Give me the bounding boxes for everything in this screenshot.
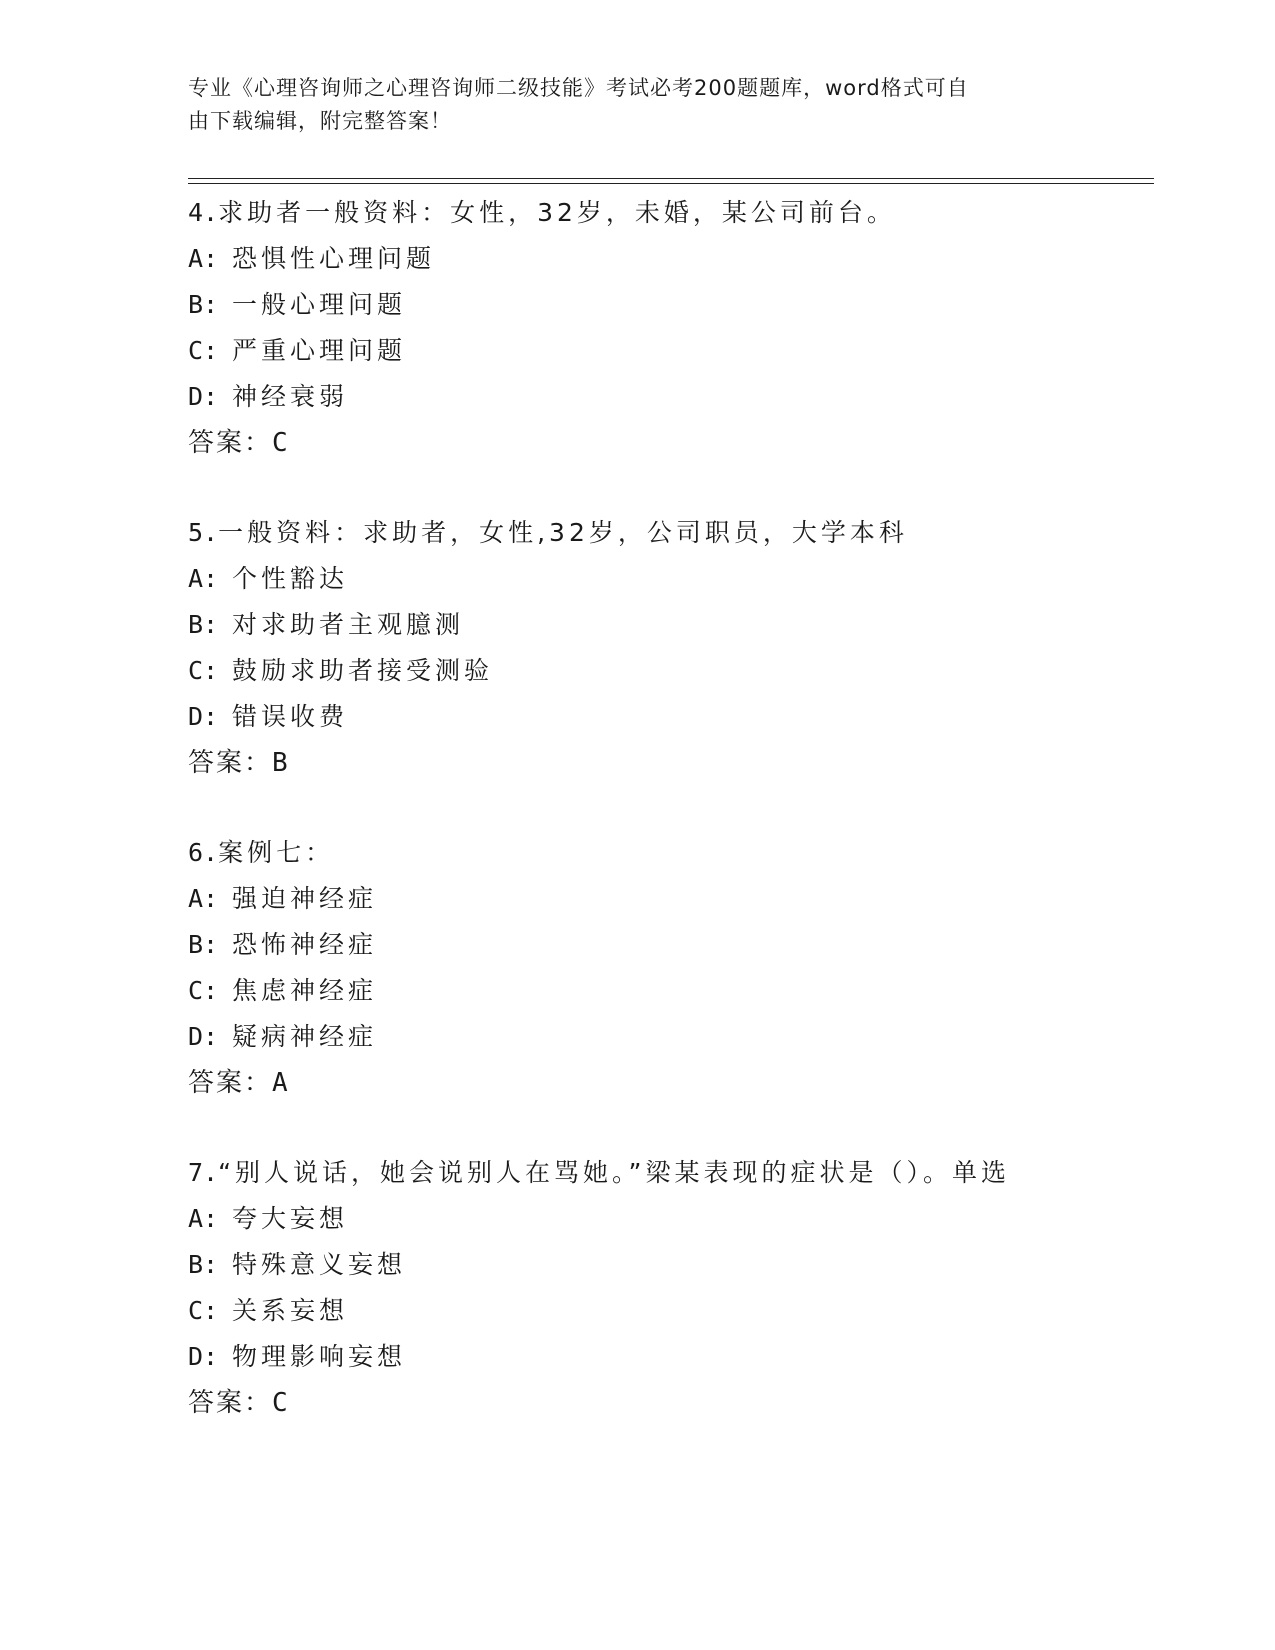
option-text: 恐怖神经症 (232, 930, 378, 959)
option-label: D: (188, 1342, 219, 1371)
answer-value: B (272, 748, 288, 778)
option-text: 鼓励求助者接受测验 (232, 656, 494, 685)
answer-line (188, 740, 1168, 786)
question-number: 6. (188, 838, 219, 867)
option-b (188, 602, 1168, 648)
option-c (188, 328, 1168, 374)
answer-line (188, 1060, 1168, 1106)
option-text: 物理影响妄想 (232, 1342, 407, 1371)
document-header (188, 72, 1068, 138)
option-label: B: (188, 290, 219, 319)
option-text: 夸大妄想 (232, 1204, 349, 1233)
option-text: 严重心理问题 (232, 336, 407, 365)
answer-prefix: 答案： (188, 428, 273, 458)
option-label: B: (188, 930, 219, 959)
header-line-2: 由下载编辑，附完整答案！ (188, 109, 452, 133)
option-label: B: (188, 1250, 219, 1279)
answer-prefix: 答案： (188, 1388, 273, 1418)
option-text: 恐惧性心理问题 (232, 244, 436, 273)
answer-value: C (272, 428, 288, 458)
option-a (188, 876, 1168, 922)
answer-value: A (272, 1068, 288, 1098)
option-c (188, 648, 1168, 694)
option-text: 神经衰弱 (232, 382, 349, 411)
question-stem (188, 1150, 1168, 1196)
question-text: “别人说话，她会说别人在骂她。”梁某表现的症状是（）。单选 (218, 1158, 1011, 1187)
question-stem (188, 190, 1168, 236)
question-text: 一般资料：求助者，女性,32岁，公司职员，大学本科 (218, 518, 908, 547)
option-d (188, 374, 1168, 420)
answer-line (188, 1380, 1168, 1426)
option-c (188, 1288, 1168, 1334)
option-label: C: (188, 656, 219, 685)
option-label: A: (188, 244, 219, 273)
option-label: D: (188, 702, 219, 731)
option-label: C: (188, 336, 219, 365)
option-label: B: (188, 610, 219, 639)
option-label: A: (188, 564, 219, 593)
option-text: 错误收费 (232, 702, 349, 731)
question-block (188, 510, 1168, 786)
question-block (188, 830, 1168, 1106)
option-text: 强迫神经症 (232, 884, 378, 913)
question-text: 求助者一般资料：女性，32岁，未婚，某公司前台。 (218, 198, 896, 227)
answer-prefix: 答案： (188, 1068, 273, 1098)
option-text: 对求助者主观臆测 (232, 610, 465, 639)
question-block (188, 190, 1168, 466)
header-line-1: 专业《心理咨询师之心理咨询师二级技能》考试必考200题题库，word格式可自 (188, 76, 969, 100)
question-stem (188, 510, 1168, 556)
option-d (188, 1334, 1168, 1380)
answer-prefix: 答案： (188, 748, 273, 778)
answer-line (188, 420, 1168, 466)
question-number: 5. (188, 518, 219, 547)
question-stem (188, 830, 1168, 876)
option-text: 一般心理问题 (232, 290, 407, 319)
option-label: D: (188, 382, 219, 411)
option-text: 焦虑神经症 (232, 976, 378, 1005)
option-text: 特殊意义妄想 (232, 1250, 407, 1279)
question-text: 案例七： (218, 838, 335, 867)
option-d (188, 1014, 1168, 1060)
option-label: C: (188, 1296, 219, 1325)
header-divider-bottom (188, 183, 1154, 184)
answer-value: C (272, 1388, 288, 1418)
option-text: 疑病神经症 (232, 1022, 378, 1051)
option-a (188, 1196, 1168, 1242)
option-d (188, 694, 1168, 740)
option-label: D: (188, 1022, 219, 1051)
question-number: 7. (188, 1158, 219, 1187)
option-b (188, 922, 1168, 968)
option-label: A: (188, 884, 219, 913)
header-divider-top (188, 178, 1154, 179)
option-a (188, 556, 1168, 602)
option-label: C: (188, 976, 219, 1005)
option-a (188, 236, 1168, 282)
option-c (188, 968, 1168, 1014)
option-text: 个性豁达 (232, 564, 349, 593)
option-b (188, 282, 1168, 328)
option-label: A: (188, 1204, 219, 1233)
question-block (188, 1150, 1168, 1426)
option-b (188, 1242, 1168, 1288)
question-number: 4. (188, 198, 219, 227)
option-text: 关系妄想 (232, 1296, 349, 1325)
